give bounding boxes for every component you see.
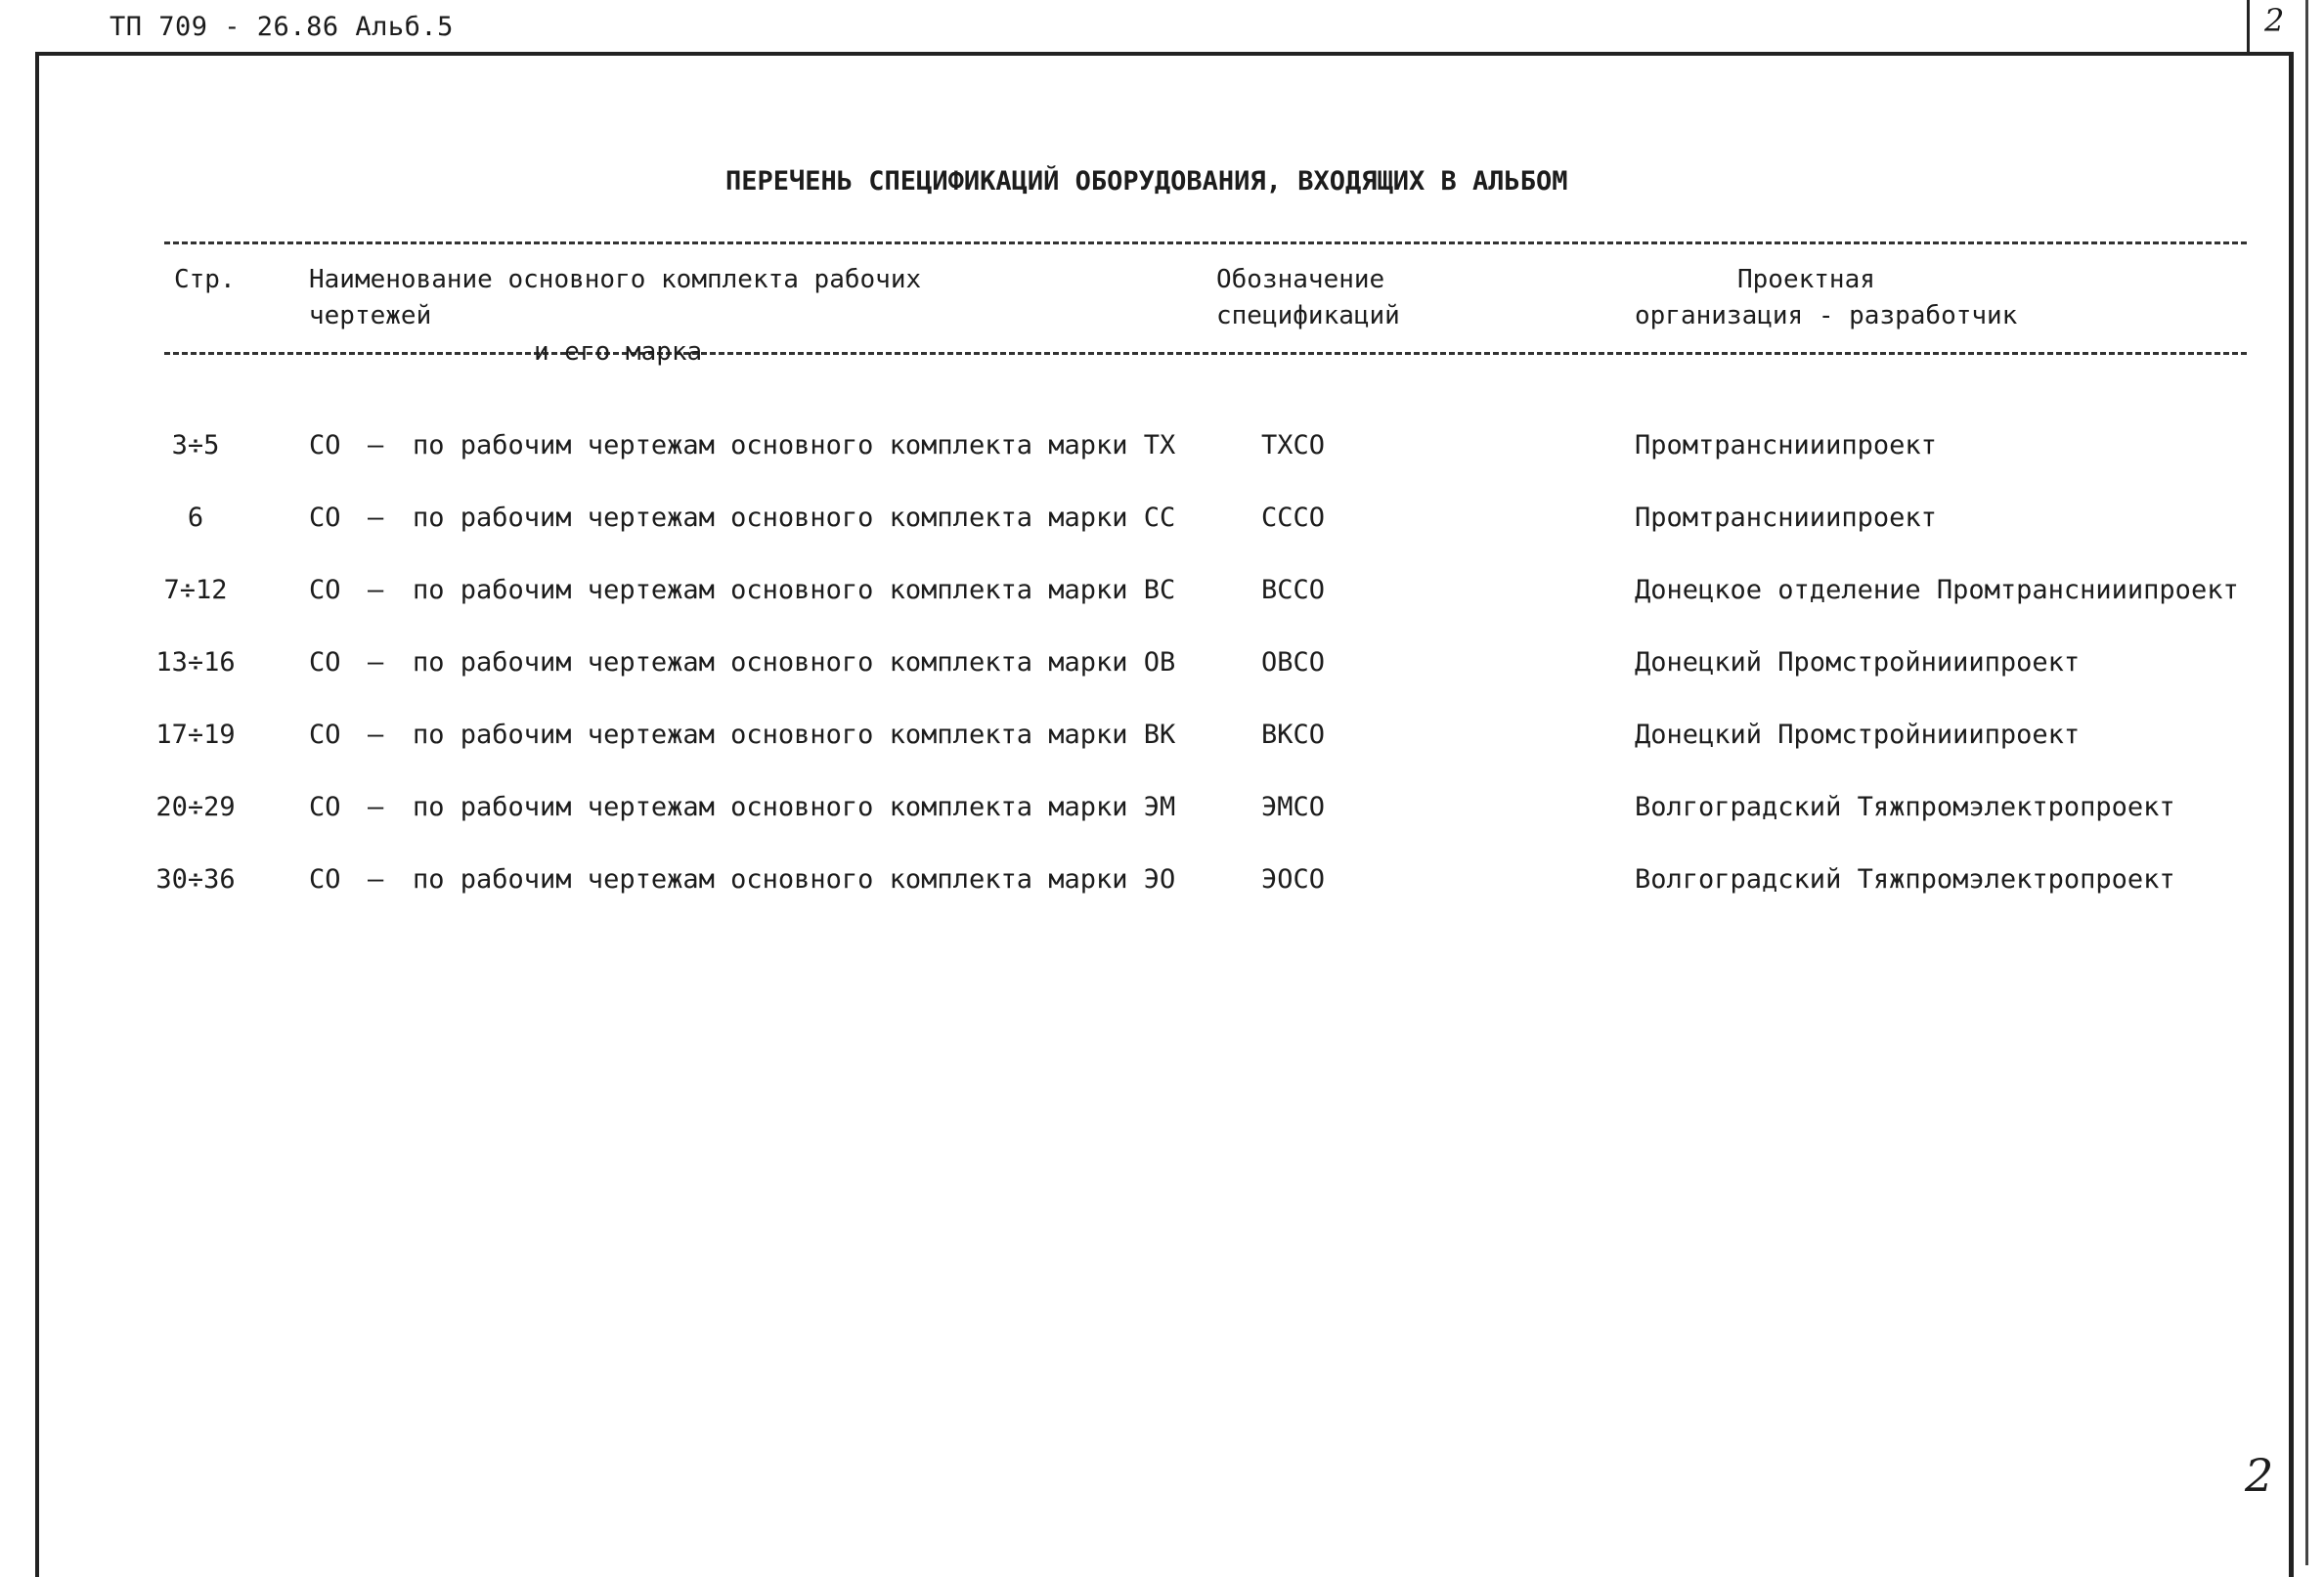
column-header-page bbox=[174, 262, 236, 298]
row-org: Волгоградский Тяжпромэлектропроект bbox=[1635, 792, 2175, 822]
row-code: СССО bbox=[1261, 503, 1326, 533]
table-row bbox=[0, 503, 2324, 561]
row-page: 3÷5 bbox=[171, 430, 220, 460]
column-header-org-line1: Проектная bbox=[1737, 265, 1875, 294]
row-prefix: СО bbox=[309, 647, 341, 678]
row-name: по рабочим чертежам основного комплекта марки ЭМ bbox=[413, 792, 1176, 822]
row-page: 20÷29 bbox=[155, 792, 236, 822]
row-prefix: СО bbox=[309, 503, 341, 533]
column-header-name bbox=[309, 262, 1052, 371]
row-dash: – bbox=[368, 430, 384, 460]
row-page: 13÷16 bbox=[155, 647, 236, 678]
table-row bbox=[0, 792, 2324, 851]
row-page: 30÷36 bbox=[155, 864, 236, 895]
column-header-org-line2: организация - разработчик bbox=[1635, 301, 2018, 330]
table-row bbox=[0, 647, 2324, 706]
table-row bbox=[0, 720, 2324, 778]
table-row bbox=[0, 575, 2324, 634]
row-prefix: СО bbox=[309, 430, 341, 460]
row-page: 7÷12 bbox=[163, 575, 228, 605]
row-org: Донецкий Промстройнииипроект bbox=[1635, 647, 2081, 678]
row-prefix: СО bbox=[309, 720, 341, 750]
column-header-org bbox=[1635, 262, 2017, 334]
row-code: ВКСО bbox=[1261, 720, 1326, 750]
row-name: по рабочим чертежам основного комплекта марки ОВ bbox=[413, 647, 1176, 678]
row-org: Волгоградский Тяжпромэлектропроект bbox=[1635, 864, 2175, 895]
row-name: по рабочим чертежам основного комплекта марки ВК bbox=[413, 720, 1176, 750]
column-header-name-line1: Наименование основного комплекта рабочих чертежей bbox=[309, 265, 922, 330]
row-code: ЭОСО bbox=[1261, 864, 1326, 895]
table-row bbox=[0, 430, 2324, 489]
row-code: ЭМСО bbox=[1261, 792, 1326, 822]
row-code: ОВСО bbox=[1261, 647, 1326, 678]
row-dash: – bbox=[368, 575, 384, 605]
column-header-code-line1: Обозначение bbox=[1216, 265, 1385, 294]
row-dash: – bbox=[368, 720, 384, 750]
row-dash: – bbox=[368, 503, 384, 533]
row-prefix: СО bbox=[309, 575, 341, 605]
row-name: по рабочим чертежам основного комплекта марки ВС bbox=[413, 575, 1176, 605]
row-name: по рабочим чертежам основного комплекта марки ТХ bbox=[413, 430, 1176, 460]
page-number-bottom: 2 bbox=[2245, 1449, 2274, 1502]
sheet-edge bbox=[2305, 0, 2308, 1565]
column-header-code-line2: спецификаций bbox=[1216, 301, 1400, 330]
row-org: Донецкое отделение Промтранснииипроект bbox=[1635, 575, 2239, 605]
row-dash: – bbox=[368, 647, 384, 678]
table-top-rule bbox=[164, 241, 2247, 244]
row-org: Промтранснииипроект bbox=[1635, 503, 1937, 533]
page-title: ПЕРЕЧЕНЬ СПЕЦИФИКАЦИЙ ОБОРУДОВАНИЯ, ВХОДЯЩИХ В АЛЬБОМ bbox=[725, 166, 1568, 197]
row-name: по рабочим чертежам основного комплекта марки СС bbox=[413, 503, 1176, 533]
row-org: Промтранснииипроект bbox=[1635, 430, 1937, 460]
row-code: ТХСО bbox=[1261, 430, 1326, 460]
column-header-code bbox=[1216, 262, 1400, 334]
row-page: 6 bbox=[187, 503, 204, 533]
row-page: 17÷19 bbox=[155, 720, 236, 750]
row-code: ВССО bbox=[1261, 575, 1326, 605]
row-org: Донецкий Промстройнииипроект bbox=[1635, 720, 2081, 750]
row-prefix: СО bbox=[309, 864, 341, 895]
document-code: ТП 709 - 26.86 Альб.5 bbox=[110, 12, 454, 42]
table-row bbox=[0, 864, 2324, 923]
row-name: по рабочим чертежам основного комплекта марки ЭО bbox=[413, 864, 1176, 895]
row-dash: – bbox=[368, 864, 384, 895]
column-header-name-line2: и его марка bbox=[534, 337, 703, 367]
row-dash: – bbox=[368, 792, 384, 822]
page-number-top: 2 bbox=[2264, 2, 2285, 39]
column-header-page-label: Стр. bbox=[174, 265, 236, 294]
row-prefix: СО bbox=[309, 792, 341, 822]
